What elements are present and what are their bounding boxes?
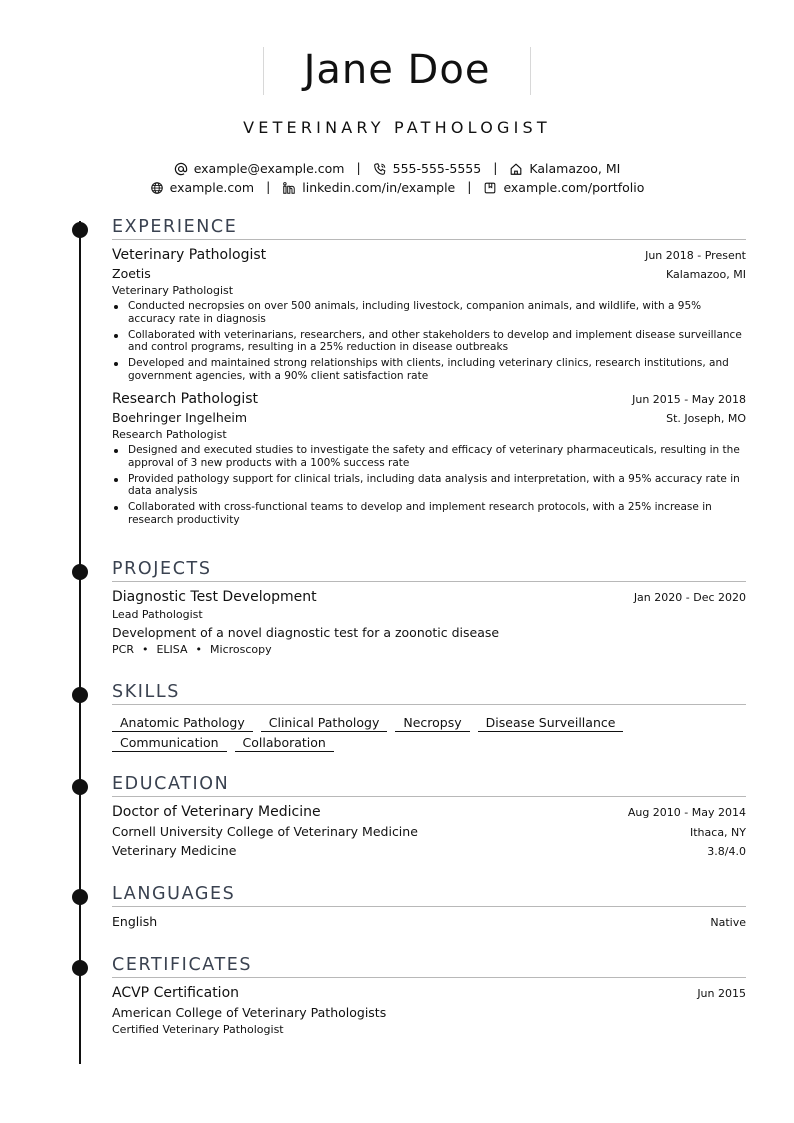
project-entry [112,589,746,656]
skills-row-2 [112,732,746,752]
certificate-entry [112,985,746,1036]
timeline-dot-education [72,779,88,795]
job-dates: Jun 2018 - Present [645,249,746,262]
contact-location-text: Kalamazoo, MI [529,161,621,176]
timeline-dot-certificates [72,960,88,976]
project-dates: Jan 2020 - Dec 2020 [633,591,746,604]
tech-item: Microscopy [210,643,272,656]
bullet-item: Designed and executed studies to investigate the safety and efficacy of veterinary pharmaceuticals, resulting in the approval of 3 new products with a 100% success rate [112,444,746,469]
job-bullets [112,300,746,382]
timeline-dot-projects [72,564,88,580]
education-school: Cornell University College of Veterinary Medicine [112,824,418,839]
contact-separator: | [266,179,271,194]
job-bullets [112,444,746,526]
phone-icon [373,162,387,176]
bullet-item: Collaborated with veterinarians, researchers, and other stakeholders to develop and implement disease surveillance and control programs, resulting in a 25% reduction in disease outbreaks [112,329,746,354]
contact-email[interactable] [174,161,345,176]
timeline-dot-languages [72,889,88,905]
timeline-dot-experience [72,222,88,238]
skills-section [112,680,746,752]
candidate-name: Jane Doe [303,47,491,93]
contact-phone[interactable] [373,161,482,176]
skill-chip: Communication [112,735,227,752]
education-field: Veterinary Medicine [112,843,237,858]
project-tech-list [112,643,746,656]
certificate-designation: Certified Veterinary Pathologist [112,1023,284,1036]
language-entry [112,914,746,933]
skill-chip: Collaboration [235,735,334,752]
experience-section [112,215,746,530]
experience-entry [112,247,746,382]
job-role: Veterinary Pathologist [112,284,234,297]
skill-chip: Disease Surveillance [478,715,624,732]
certificate-issuer: American College of Veterinary Pathologists [112,1005,387,1020]
certificate-date: Jun 2015 [697,987,746,1000]
section-heading-experience: EXPERIENCE [112,215,746,240]
contact-location [509,161,620,176]
certificates-section [112,953,746,1036]
job-company: Boehringer Ingelheim [112,410,248,425]
projects-section [112,557,746,656]
job-title: VETERINARY PATHOLOGIST [243,118,551,137]
languages-section [112,882,746,933]
timeline-dot-skills [72,687,88,703]
skill-chip: Necropsy [395,715,469,732]
project-title: Diagnostic Test Development [112,589,317,605]
at-icon [174,162,188,176]
contact-website[interactable] [150,180,254,195]
job-position: Research Pathologist [112,391,259,407]
bullet-item: Conducted necropsies on over 500 animals, including livestock, companion animals, and wildlife, with a 95% accuracy rate in diagnosis [112,300,746,325]
job-location: St. Joseph, MO [666,412,746,425]
tech-item: PCR [112,643,134,656]
education-entry [112,804,746,862]
globe-icon [150,181,164,195]
job-company: Zoetis [112,266,151,281]
contact-portfolio[interactable] [483,180,644,195]
section-heading-skills: SKILLS [112,680,746,705]
tech-separator: • [141,643,149,656]
contact-separator: | [356,160,361,175]
portfolio-icon [483,181,497,195]
job-role: Research Pathologist [112,428,227,441]
language-level: Native [710,916,746,929]
job-dates: Jun 2015 - May 2018 [632,393,746,406]
section-heading-certificates: CERTIFICATES [112,953,746,978]
contact-portfolio-text: example.com/portfolio [503,180,645,195]
contact-row-1 [0,160,794,176]
section-heading-projects: PROJECTS [112,557,746,582]
education-location: Ithaca, NY [690,826,746,839]
job-location: Kalamazoo, MI [666,268,746,281]
contact-linkedin[interactable] [282,180,455,195]
name-block [263,47,531,95]
linkedin-icon [282,181,296,195]
project-role: Lead Pathologist [112,608,203,621]
job-position: Veterinary Pathologist [112,247,267,263]
skill-chip: Anatomic Pathology [112,715,253,732]
education-dates: Aug 2010 - May 2014 [627,806,746,819]
contact-separator: | [493,160,498,175]
contact-phone-text: 555-555-5555 [392,161,482,176]
project-description: Development of a novel diagnostic test for a zoonotic disease [112,625,500,640]
bullet-item: Provided pathology support for clinical trials, including data analysis and interpretation, with a 95% accuracy rate in data analysis [112,473,746,498]
contact-separator: | [467,179,472,194]
home-icon [509,162,523,176]
language-name: English [112,914,158,929]
tech-item: ELISA [156,643,188,656]
education-gpa: 3.8/4.0 [707,845,746,858]
timeline-line [79,221,81,1064]
education-degree: Doctor of Veterinary Medicine [112,804,321,820]
bullet-item: Developed and maintained strong relationships with clients, including veterinary clinics, research institutions, and government agencies, with a 90% client satisfaction rate [112,357,746,382]
certificate-name: ACVP Certification [112,985,240,1001]
education-section [112,772,746,862]
skills-row-1 [112,712,746,732]
contact-email-text: example@example.com [193,161,345,176]
experience-entry [112,391,746,526]
skill-chip: Clinical Pathology [261,715,388,732]
section-heading-languages: LANGUAGES [112,882,746,907]
bullet-item: Collaborated with cross-functional teams to develop and implement research protocols, with a 25% increase in research productivity [112,501,746,526]
section-heading-education: EDUCATION [112,772,746,797]
contact-linkedin-text: linkedin.com/in/example [302,180,456,195]
tech-separator: • [195,643,203,656]
contact-website-text: example.com [169,180,255,195]
contact-row-2 [0,179,794,195]
